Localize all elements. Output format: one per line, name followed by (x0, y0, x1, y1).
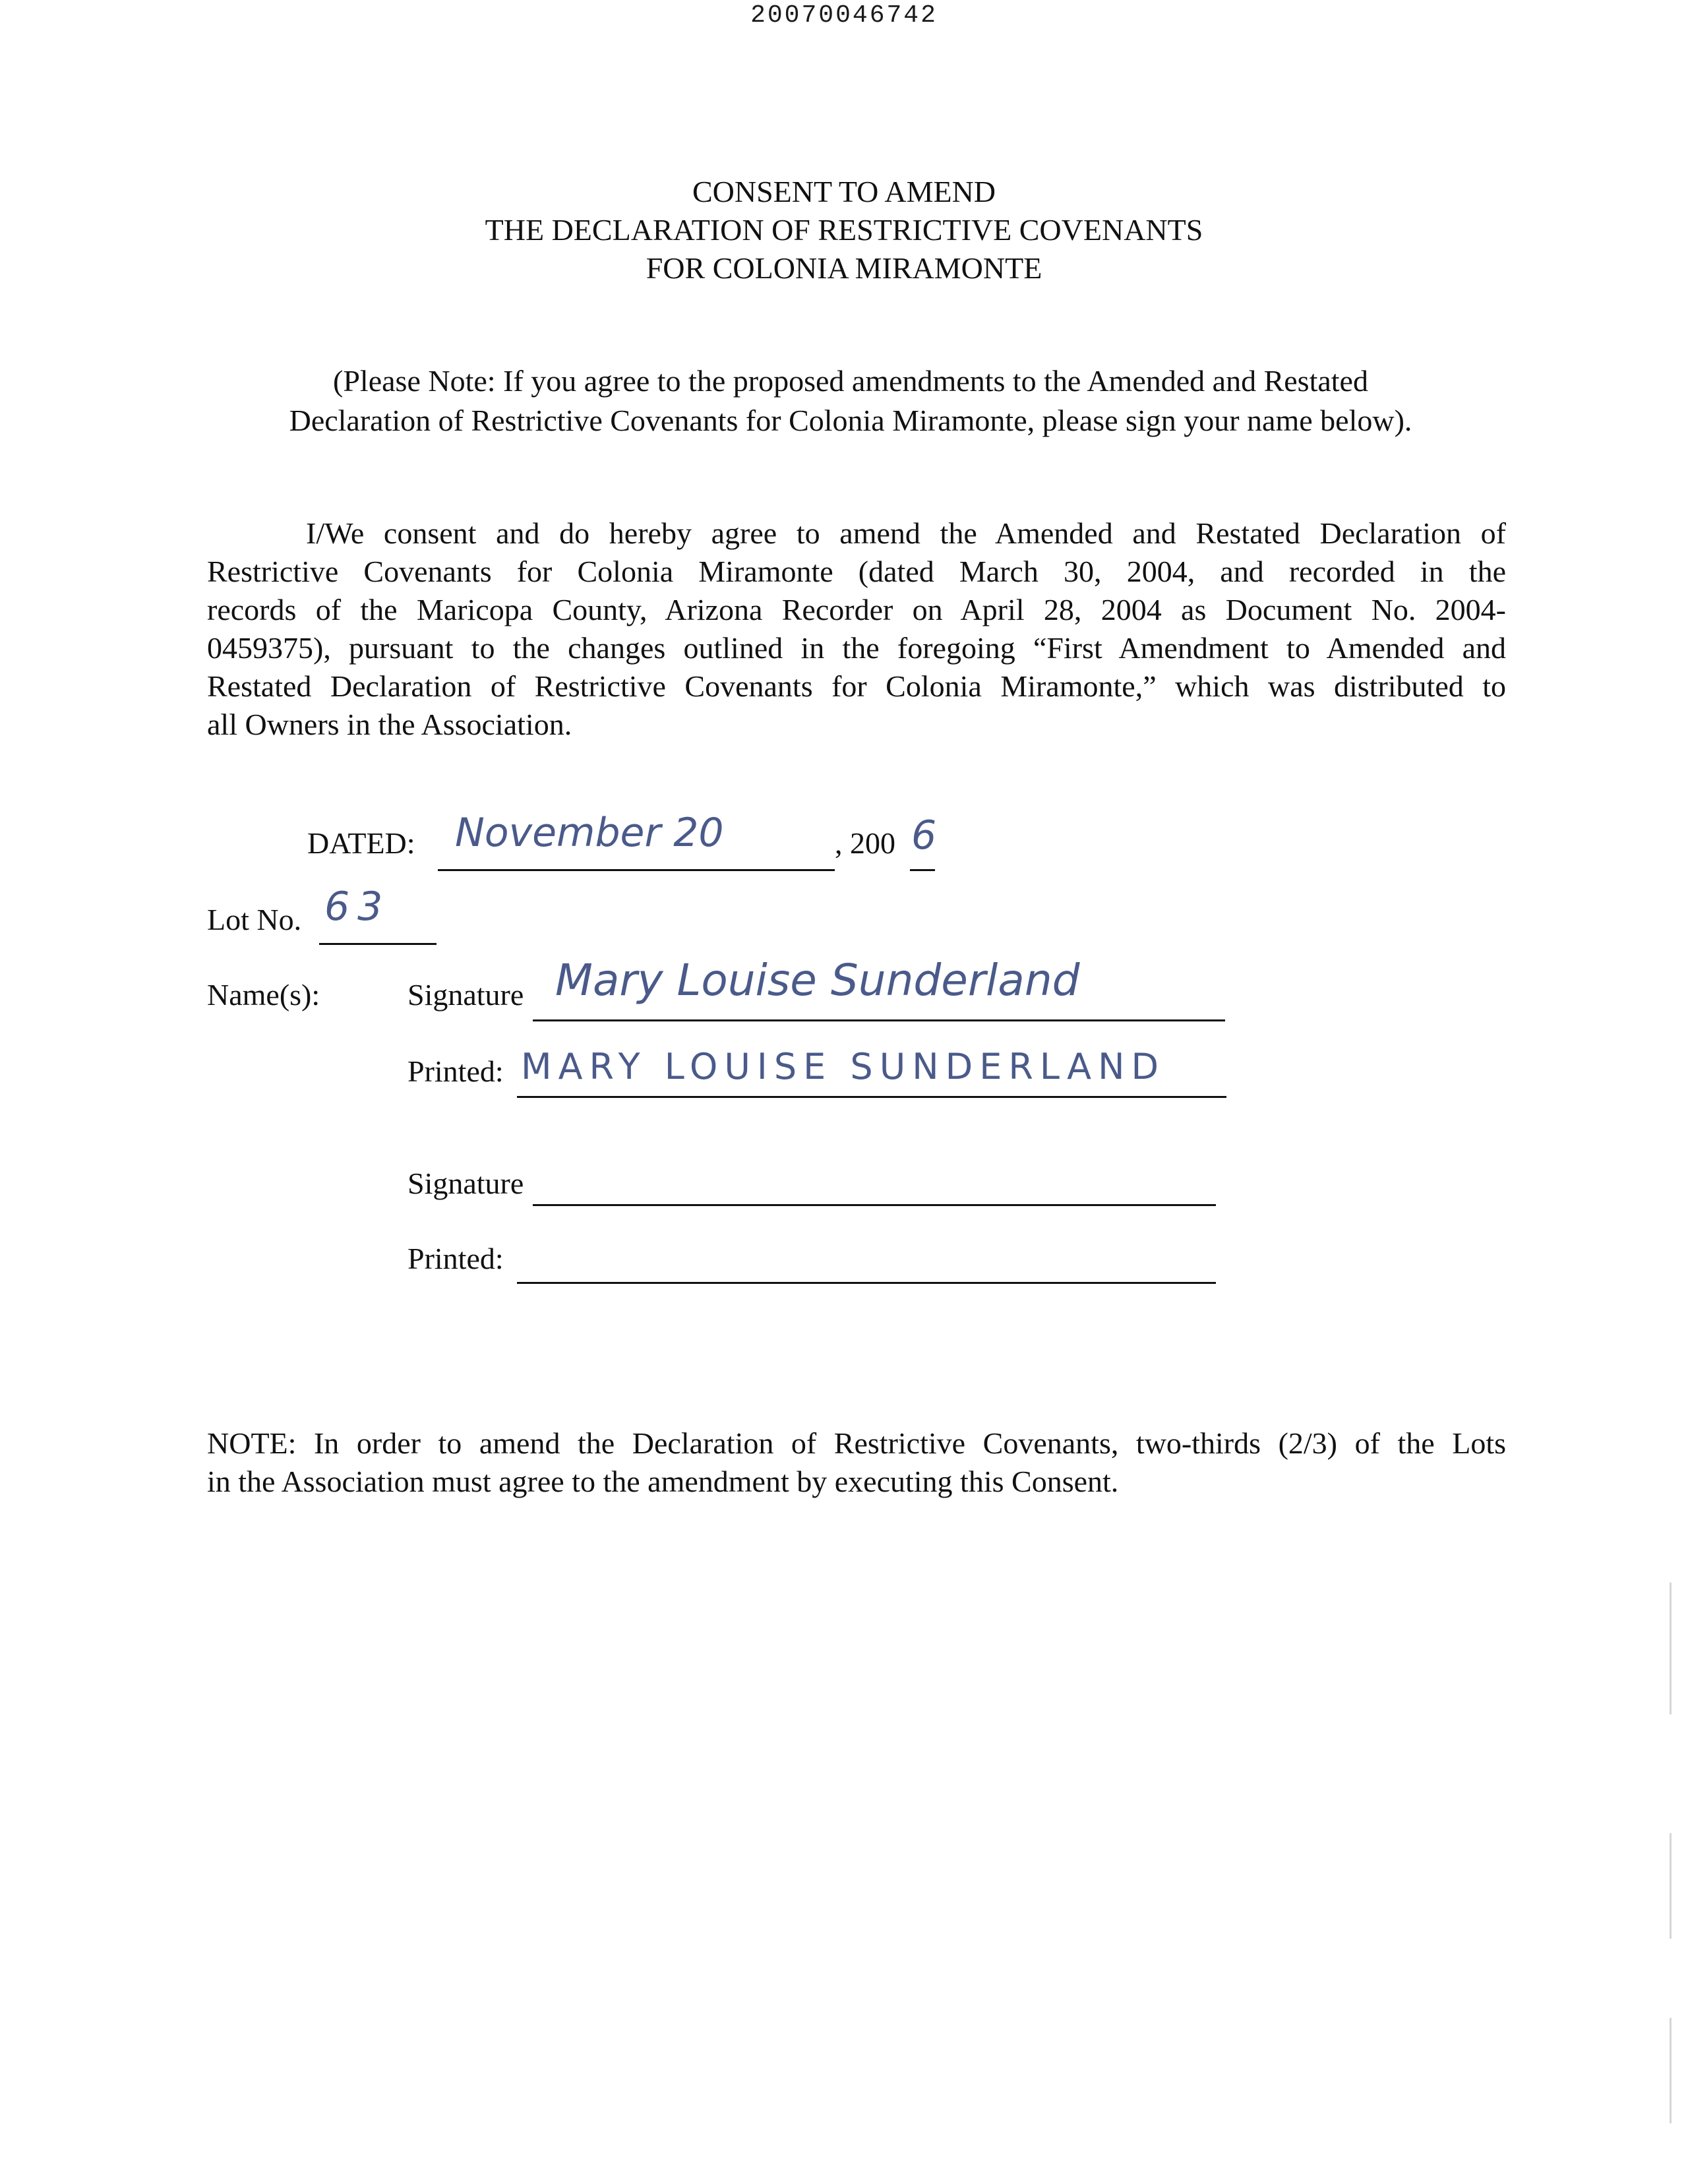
lot-line[interactable] (319, 943, 437, 945)
scan-artifact (1670, 1583, 1672, 1714)
owner1-signature-label: Signature (407, 978, 524, 1012)
dated-year-digit: 6 (911, 812, 937, 859)
consent-line-5: Restated Declaration of Restrictive Covenants for Colonia Miramonte,” which was distributed to (207, 669, 1506, 703)
dated-line[interactable] (438, 869, 835, 871)
names-label: Name(s): (207, 978, 320, 1012)
amendment-note (207, 1424, 1506, 1501)
title-line-3: FOR COLONIA MIRAMONTE (646, 251, 1042, 285)
lot-label: Lot No. (207, 903, 302, 936)
scan-artifact (1670, 2018, 1672, 2123)
dated-year-prefix: , 200 (835, 826, 895, 860)
consent-line-4: 0459375), pursuant to the changes outlined in the foregoing “First Amendment to Amended and (207, 631, 1506, 665)
recording-number: 20070046742 (750, 1, 938, 30)
note-line-1: NOTE: In order to amend the Declaration of Restrictive Covenants, two-thirds (2/3) of the Lots (207, 1426, 1506, 1460)
dated-label: DATED: (307, 826, 415, 860)
consent-line-6: all Owners in the Association. (207, 708, 572, 741)
consent-line-1: I/We consent and do hereby agree to amend the Amended and Restated Declaration of (306, 516, 1506, 550)
owner1-signature: Mary Louise Sunderland (555, 955, 1080, 1006)
owner1-printed-line[interactable] (517, 1096, 1226, 1098)
note-line-2: in the Association must agree to the amendment by executing this Consent. (207, 1465, 1119, 1498)
owner2-signature-line[interactable] (533, 1204, 1216, 1206)
lot-handwritten: 63 (324, 884, 391, 930)
owner1-printed: MARY LOUISE SUNDERLAND (521, 1046, 1166, 1087)
owner2-signature-label: Signature (407, 1167, 524, 1200)
title-line-1: CONSENT TO AMEND (692, 175, 996, 208)
please-note-line-1: (Please Note: If you agree to the proposed amendments to the Amended and Restated (333, 364, 1368, 398)
please-note (224, 361, 1477, 440)
owner2-printed-line[interactable] (517, 1282, 1216, 1284)
consent-line-3: records of the Maricopa County, Arizona Recorder on April 28, 2004 as Document No. 2004- (207, 593, 1506, 626)
owner1-printed-label: Printed: (407, 1054, 504, 1088)
owner1-signature-line[interactable] (533, 1019, 1225, 1021)
consent-line-2: Restrictive Covenants for Colonia Miramonte (dated March 30, 2004, and recorded in the (207, 555, 1506, 588)
dated-handwritten: November 20 (455, 810, 724, 856)
scan-artifact (1670, 1833, 1672, 1939)
dated-year-line[interactable] (910, 869, 935, 871)
consent-paragraph (207, 514, 1506, 744)
title-line-2: THE DECLARATION OF RESTRICTIVE COVENANTS (485, 213, 1203, 247)
owner2-printed-label: Printed: (407, 1242, 504, 1275)
please-note-line-2: Declaration of Restrictive Covenants for Colonia Miramonte, please sign your name below). (289, 404, 1412, 437)
document-title (0, 173, 1688, 288)
